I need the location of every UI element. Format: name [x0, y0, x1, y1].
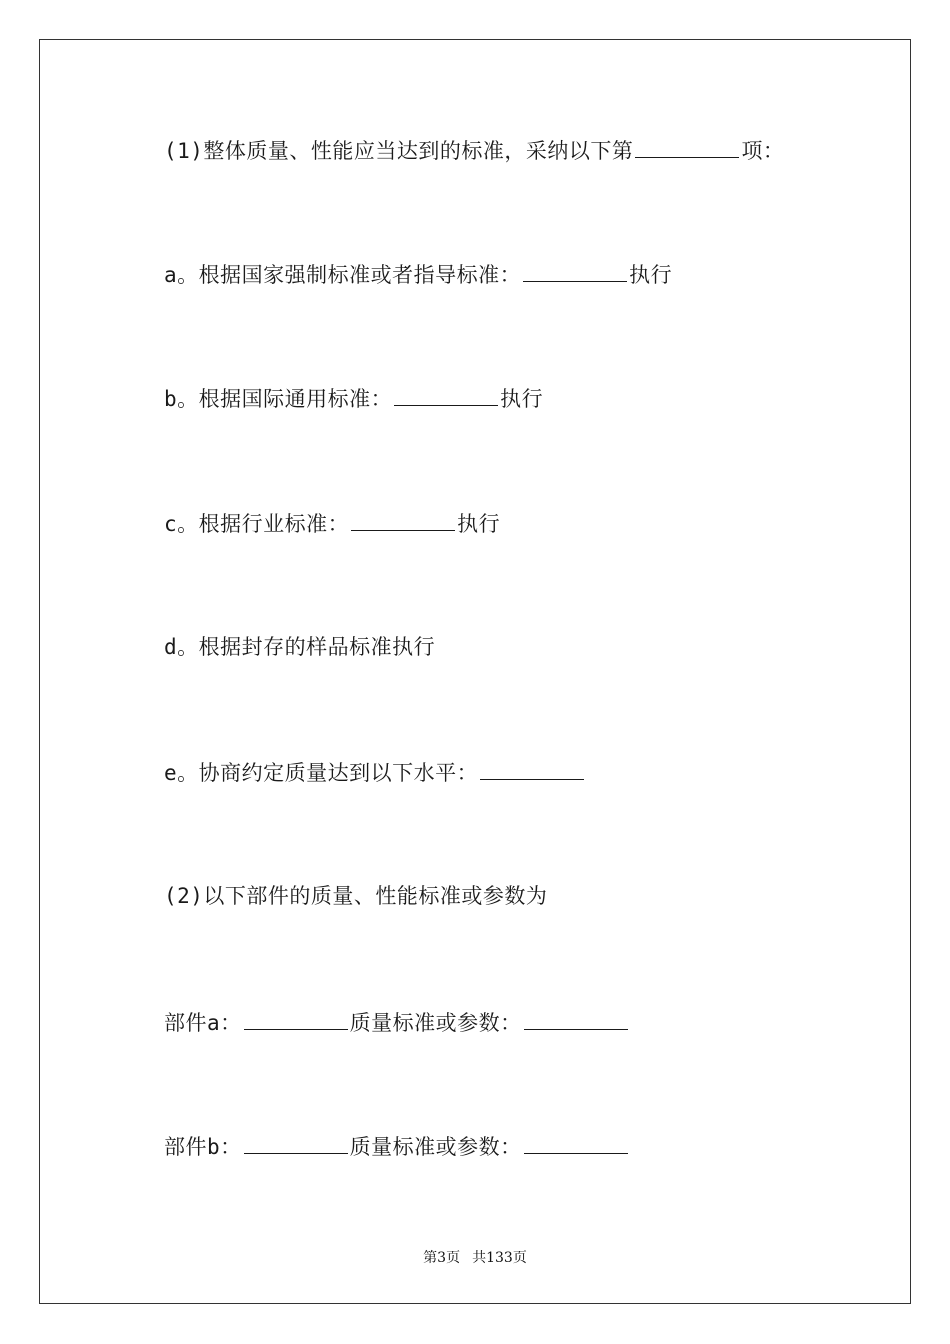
- clause-2-text: (2)以下部件的质量、性能标准或参数为: [164, 884, 548, 908]
- page-number: 第3页: [423, 1250, 461, 1266]
- option-c-line: [164, 508, 500, 539]
- clause-1-text: (1)整体质量、性能应当达到的标准，采纳以下第: [164, 139, 634, 163]
- part-b-standard-label: 质量标准或参数：: [349, 1135, 522, 1159]
- option-b-suffix: 执行: [500, 387, 544, 411]
- option-a-line: [164, 259, 672, 290]
- option-e-text: e。协商约定质量达到以下水平：: [164, 761, 479, 785]
- option-d-text: d。根据封存的样品标准执行: [164, 635, 436, 659]
- option-b-line: [164, 383, 543, 414]
- option-a-text: a。根据国家强制标准或者指导标准：: [164, 263, 522, 287]
- part-b-name-blank[interactable]: [244, 1131, 348, 1154]
- option-e-blank[interactable]: [480, 757, 584, 780]
- option-b-text: b。根据国际通用标准：: [164, 387, 393, 411]
- clause-1-blank[interactable]: [635, 135, 739, 158]
- option-a-blank[interactable]: [523, 259, 627, 282]
- part-a-label: 部件a：: [164, 1011, 242, 1035]
- option-c-text: c。根据行业标准：: [164, 512, 350, 536]
- option-c-suffix: 执行: [457, 512, 501, 536]
- option-e-line: [164, 757, 586, 788]
- part-b-line: [164, 1131, 630, 1162]
- part-a-standard-blank[interactable]: [524, 1007, 628, 1030]
- clause-1-suffix: 项：: [741, 139, 785, 163]
- part-a-name-blank[interactable]: [244, 1007, 348, 1030]
- page-border: [39, 39, 911, 1304]
- clause-2-line: [164, 881, 547, 911]
- page-footer: [0, 1247, 950, 1267]
- page-total: 共133页: [472, 1250, 527, 1266]
- option-d-line: [164, 632, 435, 662]
- option-b-blank[interactable]: [394, 383, 498, 406]
- part-b-standard-blank[interactable]: [524, 1131, 628, 1154]
- part-a-standard-label: 质量标准或参数：: [349, 1011, 522, 1035]
- option-a-suffix: 执行: [629, 263, 673, 287]
- part-b-label: 部件b：: [164, 1135, 242, 1159]
- option-c-blank[interactable]: [351, 508, 455, 531]
- clause-1-line: [164, 135, 784, 166]
- part-a-line: [164, 1007, 630, 1038]
